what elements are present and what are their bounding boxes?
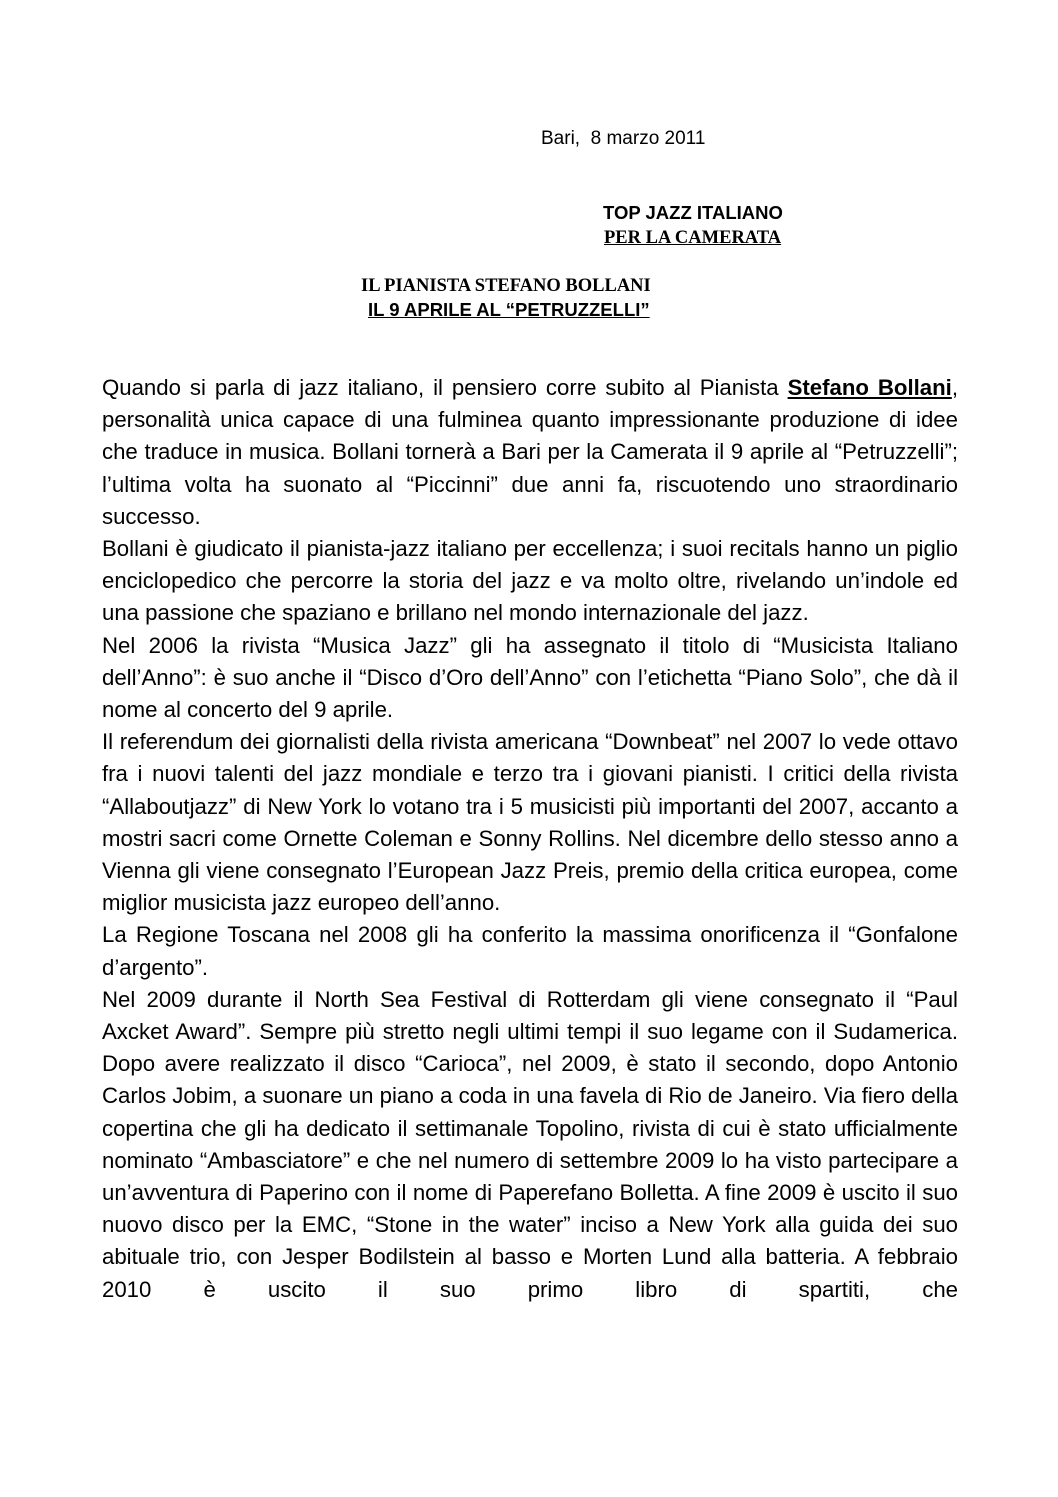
paragraph-4: Il referendum dei giornalisti della rivista americana “Downbeat” nel 2007 lo vede ottavo fra i nuovi talenti del jazz mondiale e terzo tra i giovani pianisti. I critici della rivista “Allaboutjazz” di New York lo votano tra i 5 musicisti più importanti del 2007, accanto a mostri sacri come Ornette Coleman e Sonny Rollins. Nel dicembre dello stesso anno a Vienna gli viene consegnato l’European Jazz Preis, premio della critica europea, come miglior musicista jazz europeo dell’anno. xyxy=(102,729,958,916)
kicker-line-1: TOP JAZZ ITALIANO xyxy=(603,202,783,223)
paragraph-5: La Regione Toscana nel 2008 gli ha conferito la massima onorificenza il “Gonfalone d’argento”. xyxy=(102,922,958,980)
headline-line-2: IL 9 APRILE AL “PETRUZZELLI” xyxy=(368,299,650,320)
paragraph-1-rest: , personalità unica capace di una fulminea quanto impressionante produzione di idee che traduce in musica. Bollani tornerà a Bari per la Camerata il 9 aprile al “Petruzzelli”; l’ultima volta ha suonato al “Piccinni” due anni fa, riscuotendo uno straordinario successo. xyxy=(102,375,958,529)
paragraph-1 xyxy=(102,372,958,533)
paragraph-3: Nel 2006 la rivista “Musica Jazz” gli ha assegnato il titolo di “Musicista Italiano dell’Anno”: è suo anche il “Disco d’Oro dell’Anno” con l’etichetta “Piano Solo”, che dà il nome al concerto del 9 aprile. xyxy=(102,632,958,723)
article-body xyxy=(102,372,958,1306)
paragraph-1-intro: Quando si parla di jazz italiano, il pensiero corre subito al Pianista xyxy=(102,375,788,400)
artist-name: Stefano Bollani xyxy=(787,375,952,400)
headline-line-1: IL PIANISTA STEFANO BOLLANI xyxy=(361,276,651,296)
kicker-line-2: PER LA CAMERATA xyxy=(604,228,782,248)
paragraph-2: Bollani è giudicato il pianista-jazz italiano per eccellenza; i suoi recitals hanno un piglio enciclopedico che percorre la storia del jazz e va molto oltre, rivelando un’indole ed una passione che spaziano e brillano nel mondo internazionale del jazz. xyxy=(102,536,958,626)
dateline: Bari, 8 marzo 2011 xyxy=(541,128,706,149)
paragraph-6: Nel 2009 durante il North Sea Festival di Rotterdam gli viene consegnato il “Paul Axcket Award”. Sempre più stretto negli ultimi tempi il suo legame con il Sudamerica. Dopo avere realizzato il disco “Carioca”, nel 2009, è stato il secondo, dopo Antonio Carlos Jobim, a suonare un piano a coda in una favela di Rio de Janeiro. Via fiero della copertina che gli ha dedicato il settimanale Topolino, rivista di cui è stato ufficialmente nominato “Ambasciatore” e che nel numero di settembre 2009 lo ha visto partecipare a un’avventura di Paperino con il nome di Paperefano Bolletta. A fine 2009 è uscito il suo nuovo disco per la EMC, “Stone in the water” inciso a New York alla guida dei suo abituale trio, con Jesper Bodilstein al basso e Morten Lund alla batteria. A febbraio 2010 è uscito il suo primo libro di spartiti, che xyxy=(102,986,958,1302)
